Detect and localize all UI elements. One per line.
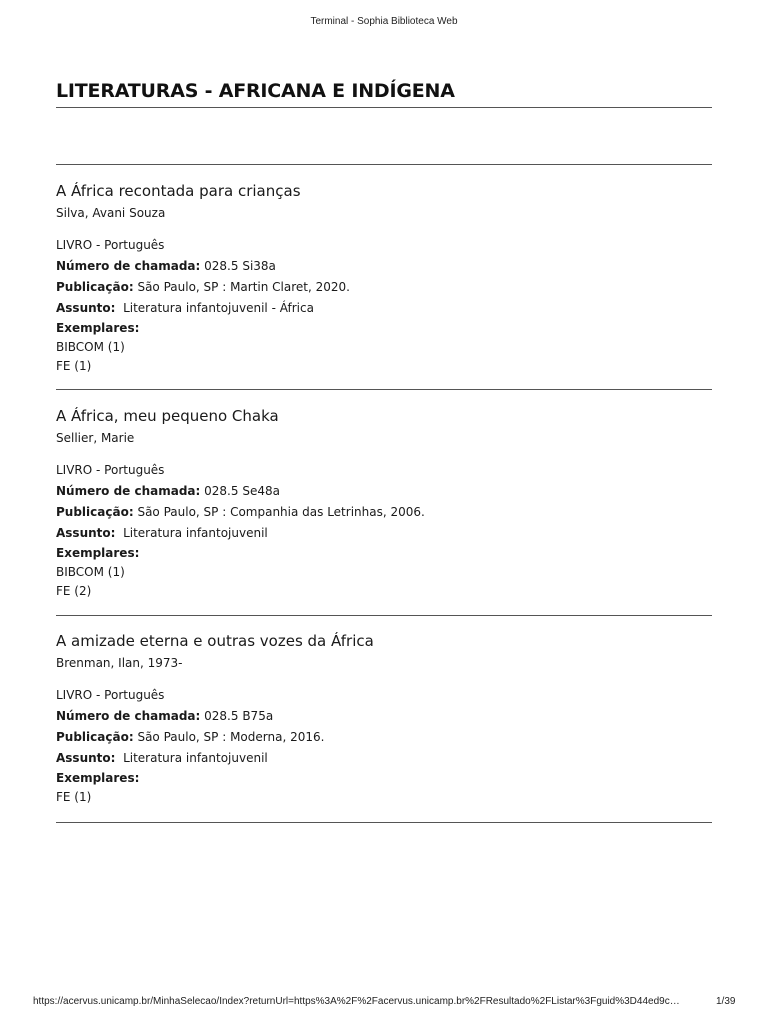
record-call-number (56, 481, 712, 502)
record-publication (56, 502, 712, 523)
copies-label: Exemplares: (56, 321, 140, 335)
record-publication (56, 277, 712, 298)
title-divider (56, 107, 712, 108)
record-author: Silva, Avani Souza (56, 206, 166, 220)
call-number-value: 028.5 B75a (204, 709, 274, 723)
record-call-number (56, 706, 712, 727)
record-title[interactable]: A África, meu pequeno Chaka (56, 407, 279, 425)
copy-item: FE (1) (56, 790, 92, 804)
publication-value: São Paulo, SP : Martin Claret, 2020. (137, 280, 350, 294)
record-type: LIVRO - Português (56, 238, 165, 252)
record-call-number (56, 256, 712, 277)
call-number-label: Número de chamada: (56, 709, 201, 723)
print-header: Terminal - Sophia Biblioteca Web (310, 16, 458, 27)
copy-item: BIBCOM (1) (56, 565, 125, 579)
record-author: Brenman, Ilan, 1973- (56, 656, 183, 670)
record-subject (56, 298, 712, 319)
record-divider (56, 615, 712, 616)
subject-label: Assunto: (56, 301, 116, 315)
copy-item: FE (2) (56, 584, 92, 598)
record-author: Sellier, Marie (56, 431, 135, 445)
copies-label: Exemplares: (56, 546, 140, 560)
record-title[interactable]: A África recontada para crianças (56, 182, 301, 200)
subject-value: Literatura infantojuvenil (123, 751, 268, 765)
subject-label: Assunto: (56, 526, 116, 540)
page-indicator: 1/39 (716, 996, 736, 1007)
record-divider (56, 389, 712, 390)
list-top-divider (56, 164, 712, 165)
record-type: LIVRO - Português (56, 688, 165, 702)
subject-label: Assunto: (56, 751, 116, 765)
record-subject (56, 523, 712, 544)
publication-value: São Paulo, SP : Companhia das Letrinhas, 2006. (137, 505, 425, 519)
record-item (56, 406, 712, 601)
page-title: LITERATURAS - AFRICANA E INDÍGENA (56, 80, 455, 102)
record-item (56, 181, 712, 376)
subject-value: Literatura infantojuvenil (123, 526, 268, 540)
call-number-value: 028.5 Se48a (204, 484, 280, 498)
record-divider (56, 822, 712, 823)
record-subject (56, 748, 712, 769)
publication-label: Publicação: (56, 280, 134, 294)
call-number-value: 028.5 Si38a (204, 259, 276, 273)
subject-value: Literatura infantojuvenil - África (123, 301, 314, 315)
copy-item: BIBCOM (1) (56, 340, 125, 354)
record-item (56, 631, 712, 807)
footer-url: https://acervus.unicamp.br/MinhaSelecao/Index?returnUrl=https%3A%2F%2Facervus.unicamp.br%2FResultado%2FListar%3Fguid%3D44ed9c… (33, 996, 680, 1007)
copy-item: FE (1) (56, 359, 92, 373)
record-publication (56, 727, 712, 748)
call-number-label: Número de chamada: (56, 484, 201, 498)
call-number-label: Número de chamada: (56, 259, 201, 273)
copies-label: Exemplares: (56, 771, 140, 785)
record-title[interactable]: A amizade eterna e outras vozes da África (56, 632, 374, 650)
publication-label: Publicação: (56, 505, 134, 519)
publication-label: Publicação: (56, 730, 134, 744)
publication-value: São Paulo, SP : Moderna, 2016. (137, 730, 325, 744)
record-type: LIVRO - Português (56, 463, 165, 477)
